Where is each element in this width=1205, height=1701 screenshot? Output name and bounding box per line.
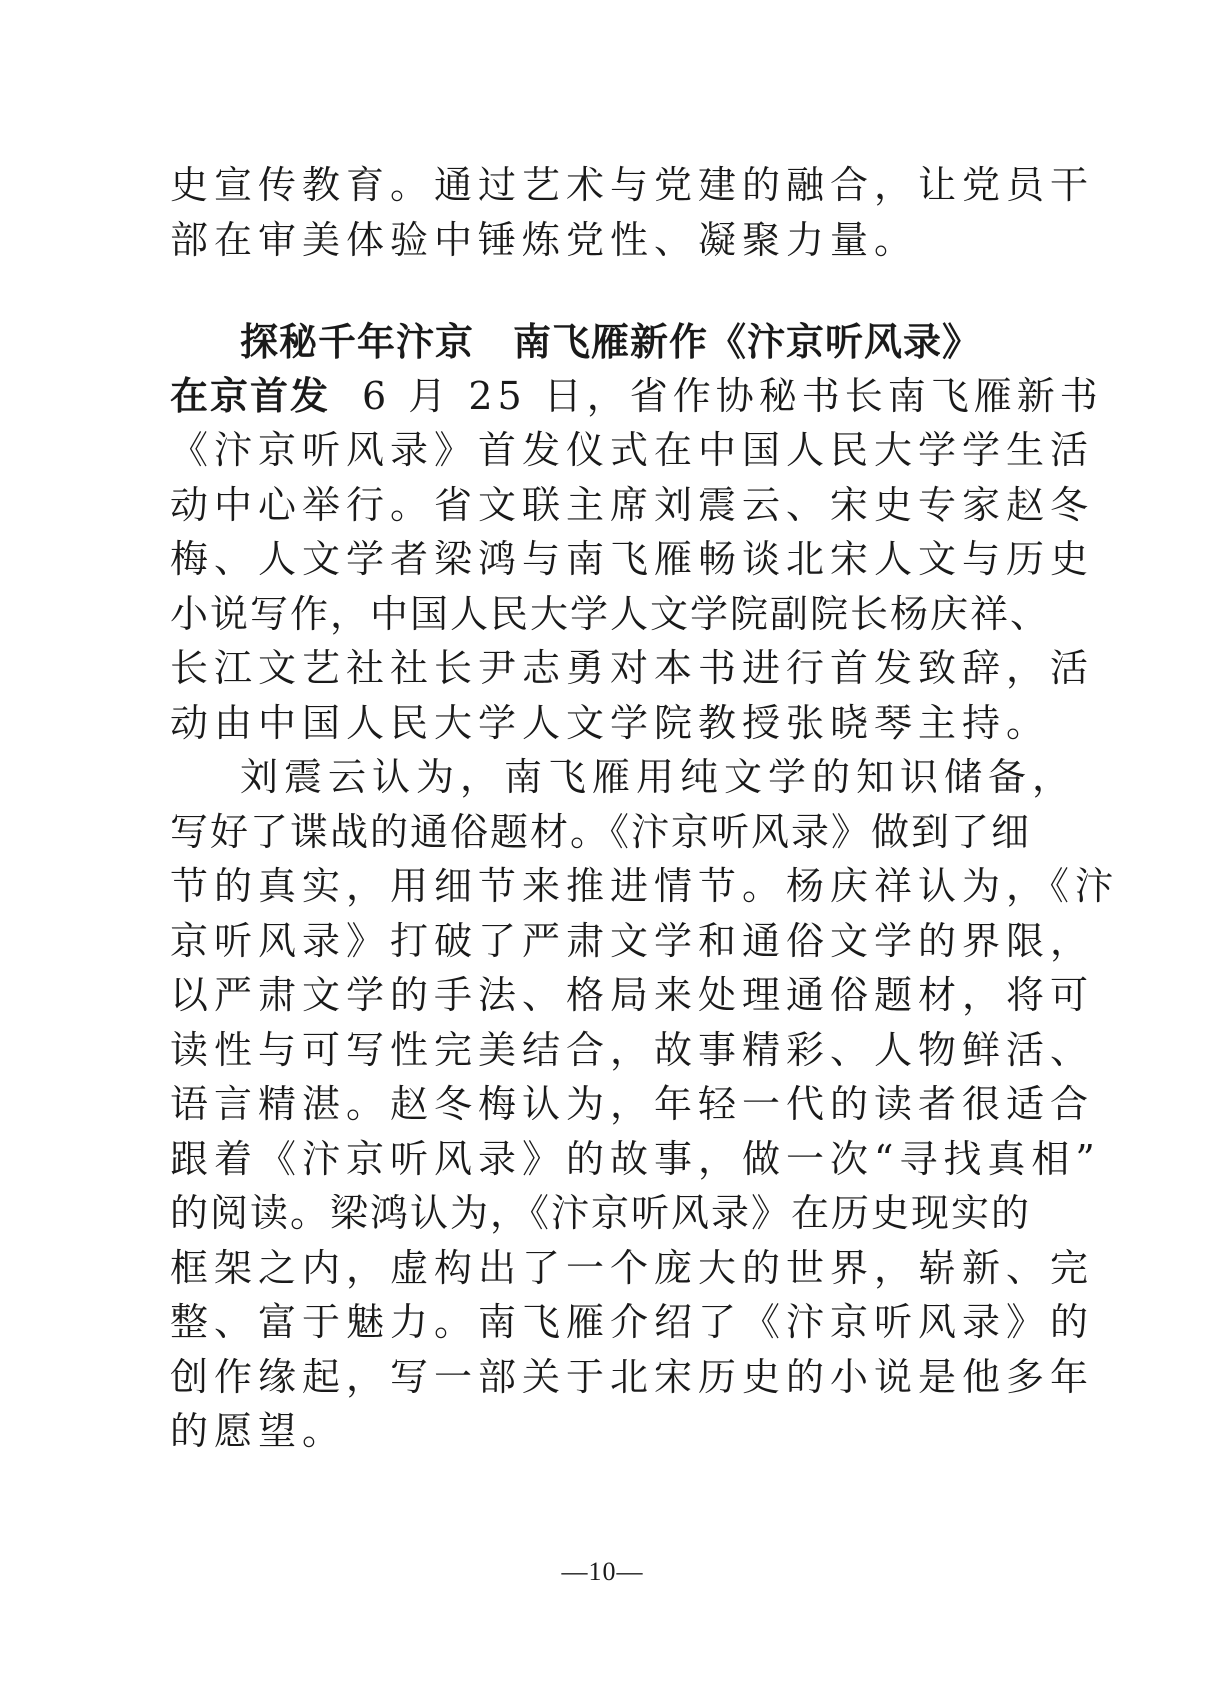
article-headline-line-2: 在京首发 [170, 374, 331, 418]
body-text-line: 整、富于魅力。南飞雁介绍了《汴京听风录》的 [170, 1300, 1095, 1344]
body-text-line: 梅、人文学者梁鸿与南飞雁畅谈北宋人文与历史 [170, 537, 1095, 581]
body-text-line: 框架之内，虚构出了一个庞大的世界，崭新、完 [170, 1246, 1095, 1290]
body-text-line: 的阅读。梁鸿认为，《汴京听风录》在历史现实的 [170, 1191, 1032, 1235]
body-text-line: 语言精湛。赵冬梅认为，年轻一代的读者很适合 [170, 1082, 1095, 1126]
body-text-line: 以严肃文学的手法、格局来处理通俗题材，将可 [170, 973, 1095, 1017]
page-number: —10— [561, 1557, 644, 1586]
article-headline: 探秘千年汴京 南飞雁新作《汴京听风录》 [240, 320, 982, 364]
body-text-line: 刘震云认为，南飞雁用纯文学的知识储备， [240, 755, 1077, 799]
body-text-line: 节的真实，用细节来推进情节。杨庆祥认为，《汴 [170, 864, 1120, 908]
body-text-line: 跟着《汴京听风录》的故事，做一次“寻找真相” [170, 1137, 1101, 1181]
body-text-line: 长江文艺社社长尹志勇对本书进行首发致辞，活 [170, 646, 1095, 690]
body-text-line: 读性与可写性完美结合，故事精彩、人物鲜活、 [170, 1028, 1095, 1072]
body-text-line: 动由中国人民大学人文学院教授张晓琴主持。 [170, 701, 1051, 745]
body-text-line: 动中心举行。省文联主席刘震云、宋史专家赵冬 [170, 483, 1095, 527]
body-text-line: 史宣传教育。通过艺术与党建的融合，让党员干 [170, 163, 1095, 207]
body-text-line: 写好了谍战的通俗题材。《汴京听风录》做到了细 [170, 810, 1032, 854]
body-text-lead: 6 月 25 日，省作协秘书长南飞雁新书 [362, 374, 1103, 418]
body-text-line: 部在审美体验中锤炼党性、凝聚力量。 [170, 218, 919, 262]
body-text-line: 的愿望。 [170, 1409, 347, 1453]
body-text-line: 《汴京听风录》首发仪式在中国人民大学学生活 [170, 428, 1095, 472]
body-text-line: 创作缘起，写一部关于北宋历史的小说是他多年 [170, 1355, 1095, 1399]
article-headline-continuation [170, 368, 1103, 424]
body-text-line: 京听风录》打破了严肃文学和通俗文学的界限， [170, 919, 1095, 963]
body-text-line: 小说写作，中国人民大学人文学院副院长杨庆祥、 [170, 592, 1051, 636]
